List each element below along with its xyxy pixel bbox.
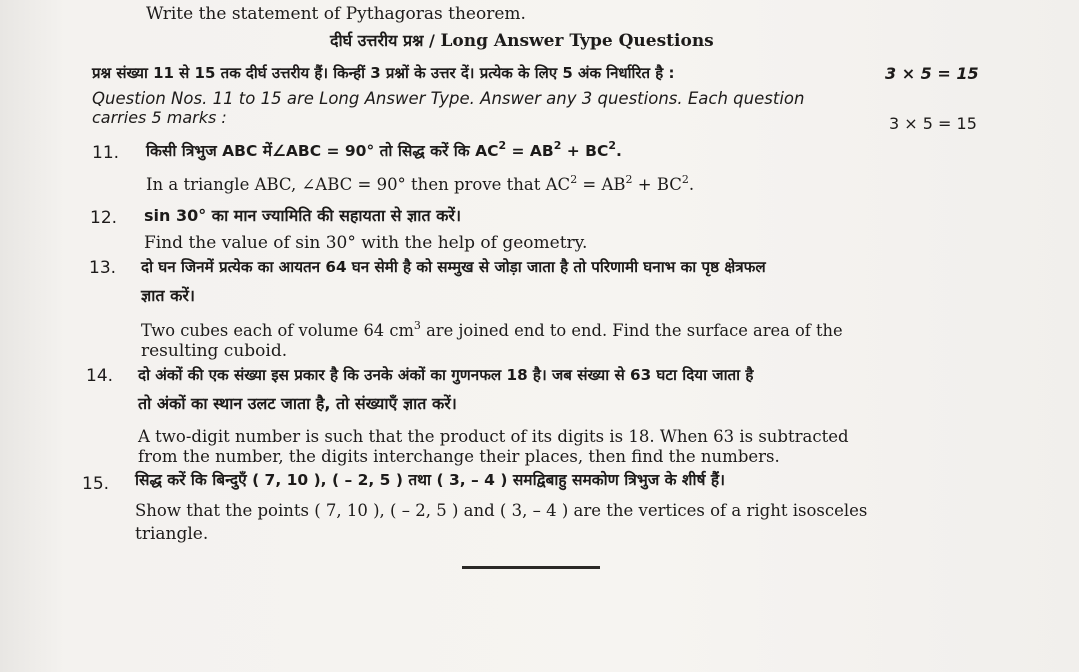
question-13-hindi-line-2: ज्ञात करें। xyxy=(141,286,195,305)
question-13-english-part-2: are joined end to end. Find the surface area of the xyxy=(420,321,843,340)
question-14-hindi-line-2: तो अंकों का स्थान उलट जाता है, तो संख्याएँ ज्ञात करें। xyxy=(138,394,457,413)
question-11-english-part-2: = AB xyxy=(577,175,626,194)
section-heading-hindi: दीर्घ उत्तरीय प्रश्न / xyxy=(330,31,441,50)
period: . xyxy=(688,175,695,194)
question-15-english-line-2: triangle. xyxy=(135,524,209,544)
question-number-14: 14. xyxy=(86,366,114,386)
question-14-hindi-line-1: दो अंकों की एक संख्या इस प्रकार है कि उनके अंकों का गुणनफल 18 है। जब संख्या से 63 घटा दिया जाता है xyxy=(138,366,754,384)
end-rule-divider xyxy=(462,566,600,569)
question-12-english: Find the value of sin 30° with the help of geometry. xyxy=(144,233,588,253)
question-13-hindi-line-1: दो घन जिनमें प्रत्येक का आयतन 64 घन सेमी है को सम्मुख से जोड़ा जाता है तो परिणामी घनाभ का पृष्ठ क्षेत्रफल xyxy=(141,258,766,276)
marks-hindi: 3 × 5 = 15 xyxy=(885,64,979,83)
section-heading xyxy=(330,31,714,51)
question-15-english-line-1: Show that the points ( 7, 10 ), ( – 2, 5 ) and ( 3, – 4 ) are the vertices of a right isosceles xyxy=(135,501,868,520)
question-11-english xyxy=(146,175,694,195)
question-number-11: 11. xyxy=(92,143,120,163)
superscript: 3 xyxy=(413,319,421,332)
question-11-hindi-part-1: किसी त्रिभुज ABC में∠ABC = 90° तो सिद्ध करें कि AC xyxy=(146,142,499,160)
question-11-english-part-3: + BC xyxy=(632,175,682,194)
instruction-english-line-1: Question Nos. 11 to 15 are Long Answer Type. Answer any 3 questions. Each question xyxy=(92,89,805,108)
question-13-english-line-1 xyxy=(141,321,843,341)
superscript: 2 xyxy=(553,139,562,152)
question-12-hindi: sin 30° का मान ज्यामिति की सहायता से ज्ञात करें। xyxy=(144,206,462,225)
question-11-english-part-1: In a triangle ABC, ∠ABC = 90° then prove that AC xyxy=(146,175,571,194)
superscript: 2 xyxy=(570,173,578,186)
question-11-hindi xyxy=(146,141,622,161)
question-number-13: 13. xyxy=(89,258,117,278)
question-13-english-line-2: resulting cuboid. xyxy=(141,341,288,361)
previous-question-text: Write the statement of Pythagoras theorem. xyxy=(146,4,526,24)
question-11-hindi-part-3: + BC xyxy=(561,142,609,160)
superscript: 2 xyxy=(498,139,507,152)
question-13-english-part-1: Two cubes each of volume 64 cm xyxy=(141,321,414,340)
marks-english: 3 × 5 = 15 xyxy=(889,114,977,133)
question-14-english-line-2: from the number, the digits interchange their places, then find the numbers. xyxy=(138,447,780,466)
instruction-hindi: प्रश्न संख्या 11 से 15 तक दीर्घ उत्तरीय हैं। किन्हीं 3 प्रश्नों के उत्तर दें। प्रत्येक के लिए 5 अंक निर्धारित है : xyxy=(92,64,675,82)
period: . xyxy=(616,142,622,160)
superscript: 2 xyxy=(608,139,616,152)
question-15-hindi: सिद्ध करें कि बिन्दुएँ ( 7, 10 ), ( – 2, 5 ) तथा ( 3, – 4 ) समद्विबाहु समकोण त्रिभुज के शीर्ष हैं। xyxy=(135,471,725,489)
superscript: 2 xyxy=(625,173,633,186)
question-number-15: 15. xyxy=(82,474,110,494)
section-heading-english: Long Answer Type Questions xyxy=(440,31,714,51)
instruction-english-line-2: carries 5 marks : xyxy=(92,108,227,127)
superscript: 2 xyxy=(681,173,689,186)
question-number-12: 12. xyxy=(90,208,118,228)
question-11-hindi-part-2: = AB xyxy=(506,142,554,160)
question-14-english-line-1: A two-digit number is such that the product of its digits is 18. When 63 is subtracted xyxy=(138,427,849,446)
